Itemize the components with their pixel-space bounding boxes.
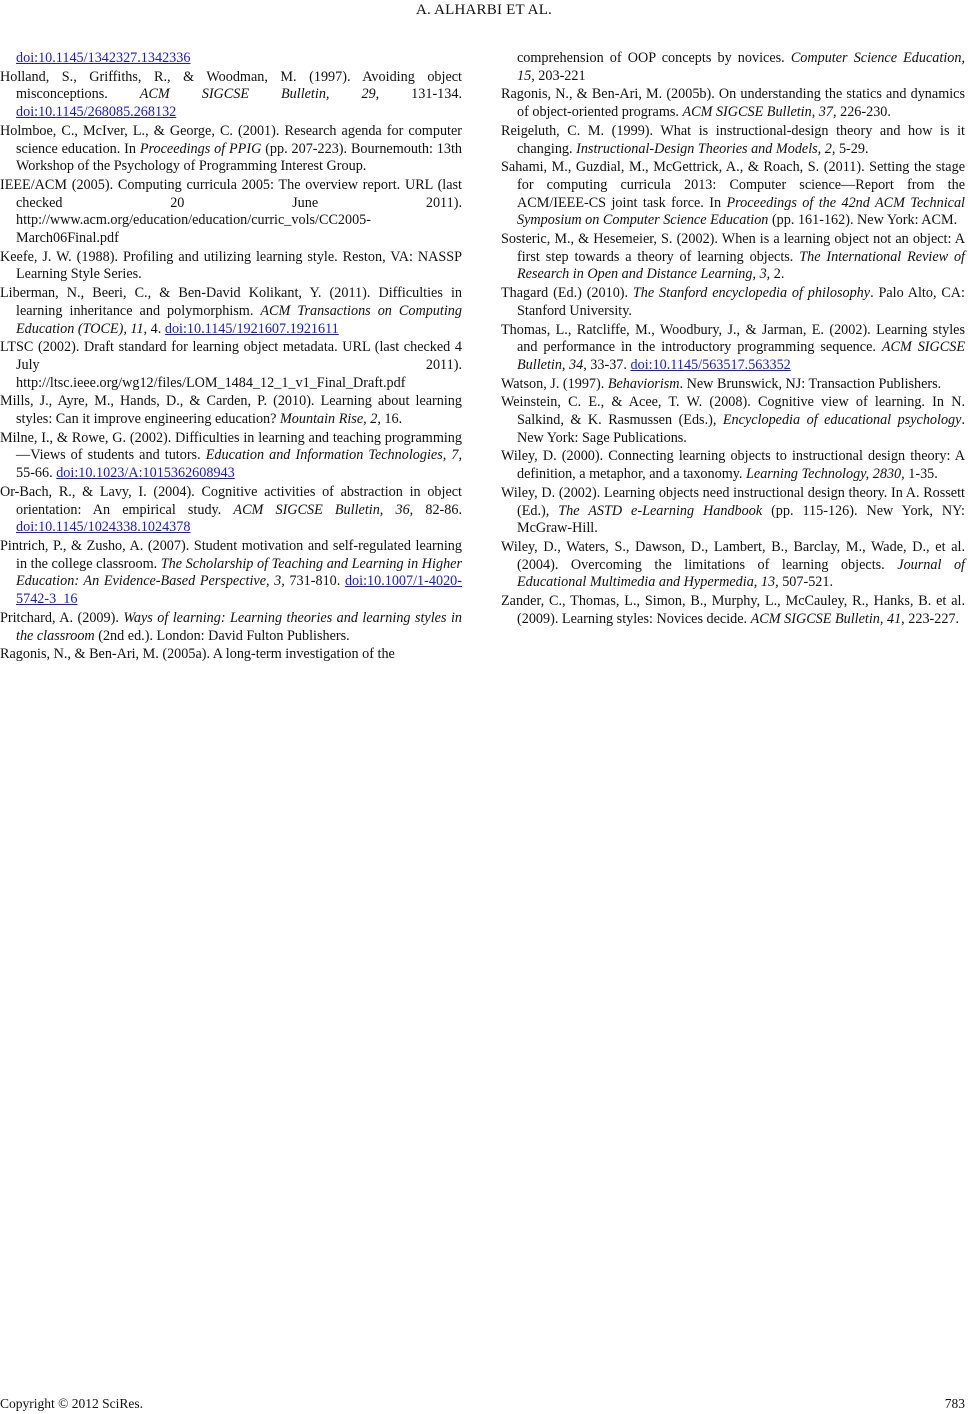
reference-entry [501,322,965,375]
reference-entry [0,538,462,609]
reference-text: 82-86. [413,501,462,518]
reference-entry [501,50,965,85]
reference-source: Behaviorism [607,375,680,392]
reference-text: 2. [770,266,785,283]
reference-entry [501,285,965,320]
reference-text: 1-35. [904,466,938,483]
running-header: A. ALHARBI ET AL. [415,2,553,18]
reference-text: Thomas, L., Ratcliffe, M., Woodbury, J., & Jarman, E. (2002). Learning styles and performance in the introductory programming sequence. [501,321,965,356]
reference-text: 16. [380,411,403,428]
reference-text: Pritchard, A. (2009). [0,609,124,626]
reference-source: The International Review of Research in Open and Distance Learning, 3, [517,248,965,283]
reference-entry [501,159,965,230]
reference-text: 223-227. [904,610,960,627]
reference-text: Holmboe, C., McIver, L., & George, C. (2001). Research agenda for computer science education. In [0,122,462,157]
reference-source: ACM SIGCSE Bulletin, 29, [139,86,380,103]
reference-source: ACM SIGCSE Bulletin, 34, [517,339,965,373]
reference-source: The Scholarship of Teaching and Learning in Higher Education: An Evidence-Based Perspective, 3, [16,555,462,590]
reference-entry [0,430,462,483]
reference-text: Thagard (Ed.) (2010). [501,285,633,302]
reference-source: Instructional-Design Theories and Models, 2, [576,140,836,157]
reference-text: 226-230. [836,104,891,121]
reference-entry [501,123,965,158]
reference-text: IEEE/ACM (2005). Computing curricula 2005: The overview report. URL (last checked 20 June 2011). http://www.acm.org/education/education/curric_vols/CC2005-March06Final.pdf [0,176,462,247]
reference-source: Computer Science Education, 15, [517,50,965,84]
reference-source: Encyclopedia of educational psychology [722,412,962,429]
reference-text: 731-810. [284,573,345,590]
reference-source: Proceedings of the 42nd ACM Technical Symposium on Computer Science Education [517,194,965,229]
reference-entry [0,249,462,284]
reference-text: comprehension of OOP concepts by novices. [517,50,791,66]
reference-source: Learning Technology, 2830, [746,466,905,483]
reference-entry [0,610,462,645]
reference-entry [0,177,462,248]
copyright: Copyright © 2012 SciRes. [0,1396,144,1411]
reference-source: Mountain Rise, 2, [279,411,381,428]
reference-entry [0,393,462,428]
doi-link[interactable]: doi:10.1145/563517.563352 [630,356,791,373]
reference-text: 203-221 [534,67,586,84]
reference-entry [501,86,965,121]
reference-text: Milne, I., & Rowe, G. (2002). Difficulties in learning and teaching programming—Views of students and tutors. [0,429,462,464]
reference-source: ACM SIGCSE Bulletin, 36, [233,501,414,518]
doi-link[interactable]: doi:10.1007/1-4020-5742-3_16 [16,573,462,608]
reference-text: Mills, J., Ayre, M., Hands, D., & Carden, P. (2010). Learning about learning styles: Can it improve engineering education? [0,393,462,428]
doi-link[interactable]: doi:10.1145/1024338.1024378 [16,519,191,536]
reference-text: Sosteric, M., & Hesemeier, S. (2002). When is a learning object not an object: A first step towards a theory of learning objects. [501,231,965,265]
reference-text: Reigeluth, C. M. (1999). What is instructional-design theory and how is it changing. [501,122,965,157]
reference-text: Or-Bach, R., & Lavy, I. (2004). Cognitive activities of abstraction in object orientation: An empirical study. [0,483,462,518]
reference-source: ACM SIGCSE Bulletin, 37, [682,104,837,121]
reference-entry [501,485,965,538]
doi-link[interactable]: doi:10.1145/1921607.1921611 [164,320,339,337]
reference-text: . New Brunswick, NJ: Transaction Publishers. [679,375,942,392]
reference-source: The Stanford encyclopedia of philosophy [632,285,871,302]
reference-entry [0,285,462,338]
reference-entry [501,539,965,592]
reference-text: Zander, C., Thomas, L., Simon, B., Murphy, L., McCauley, R., Hanks, B. et al. (2009). Learning styles: Novices decide. [501,593,965,627]
reference-text: (pp. 115-126). New York, NY: McGraw-Hill. [517,502,965,537]
reference-text: 131-134. [379,86,463,103]
reference-text: (pp. 207-223). Bournemouth: 13th Workshop of the Psychology of Programming Interest Group. [16,140,462,175]
references-left-column [0,50,462,665]
reference-text: Holland, S., Griffiths, R., & Woodman, M. (1997). Avoiding object misconceptions. [0,68,462,103]
reference-entry [0,69,462,122]
reference-text: Pintrich, P., & Zusho, A. (2007). Student motivation and self-regulated learning in the college classroom. [0,537,462,572]
reference-text: Keefe, J. W. (1988). Profiling and utilizing learning style. Reston, VA: NASSP Learning Style Series. [0,248,462,283]
reference-text: Weinstein, C. E., & Acee, T. W. (2008). Cognitive view of learning. In N. Salkind, & K. Rasmussen (Eds.), [501,394,965,429]
reference-entry [0,339,462,392]
reference-text: Ragonis, N., & Ben-Ari, M. (2005a). A long-term investigation of the [0,646,395,663]
reference-text: Watson, J. (1997). [501,375,608,392]
reference-source: ACM Transactions on Computing Education (TOCE), 11, [16,302,462,337]
reference-entry [501,394,965,447]
doi-link[interactable]: doi:10.1023/A:1015362608943 [56,465,235,482]
reference-entry [501,376,965,394]
reference-text: Ragonis, N., & Ben-Ari, M. (2005b). On understanding the statics and dynamics of object-oriented programs. [501,86,965,121]
reference-text: Wiley, D. (2002). Learning objects need instructional design theory. In A. Rossett (Ed.), [501,484,965,519]
reference-text: . New York: Sage Publications. [517,412,965,446]
reference-entry [0,646,462,664]
reference-text: (2nd ed.). London: David Fulton Publishers. [94,627,350,644]
reference-entry [501,593,965,628]
reference-source: ACM SIGCSE Bulletin, 41, [750,610,905,627]
page-number: 783 [944,1396,965,1411]
reference-entry [0,484,462,537]
doi-link[interactable]: doi:10.1145/1342327.1342336 [16,50,191,66]
reference-text: LTSC (2002). Draft standard for learning object metadata. URL (last checked 4 July 2011). http://ltsc.ieee.org/wg12/files/LOM_1484_12_1_v1_Final_Draft.pdf [0,339,462,391]
reference-text: 4. [147,320,165,337]
reference-source: Education and Information Technologies, 7, [205,447,463,464]
reference-entry [501,448,965,483]
reference-source: Ways of learning: Learning theories and learning styles in the classroom [16,609,462,644]
reference-text: Sahami, M., Guzdial, M., McGettrick, A., & Roach, S. (2011). Setting the stage for computing curricula 2013: Computer science—Report from the ACM/IEEE-CS joint task force. In [501,159,965,211]
reference-entry [0,123,462,176]
reference-text: 55-66. [16,465,57,482]
reference-text: 33-37. [586,356,631,373]
reference-text: . Palo Alto, CA: Stanford University. [517,285,965,319]
references-right-column [501,50,965,630]
reference-text: Wiley, D., Waters, S., Dawson, D., Lambert, B., Barclay, M., Wade, D., et al. (2004). Overcoming the limitations of learning objects. [501,538,965,573]
reference-text: 5-29. [835,140,869,157]
reference-text: Liberman, N., Beeri, C., & Ben-David Kolikant, Y. (2011). Difficulties in learning inheritance and polymorphism. [0,285,462,319]
reference-source: Proceedings of PPIG [139,140,262,157]
reference-text: 507-521. [778,574,834,591]
reference-entry [0,50,462,68]
reference-source: Journal of Educational Multimedia and Hypermedia, 13, [517,556,965,591]
reference-text: Wiley, D. (2000). Connecting learning objects to instructional design theory: A definition, a metaphor, and a taxonomy. [501,448,965,483]
doi-link[interactable]: doi:10.1145/268085.268132 [16,104,177,121]
reference-entry [501,231,965,284]
reference-source: The ASTD e-Learning Handbook [558,502,763,519]
reference-text: (pp. 161-162). New York: ACM. [768,212,958,229]
